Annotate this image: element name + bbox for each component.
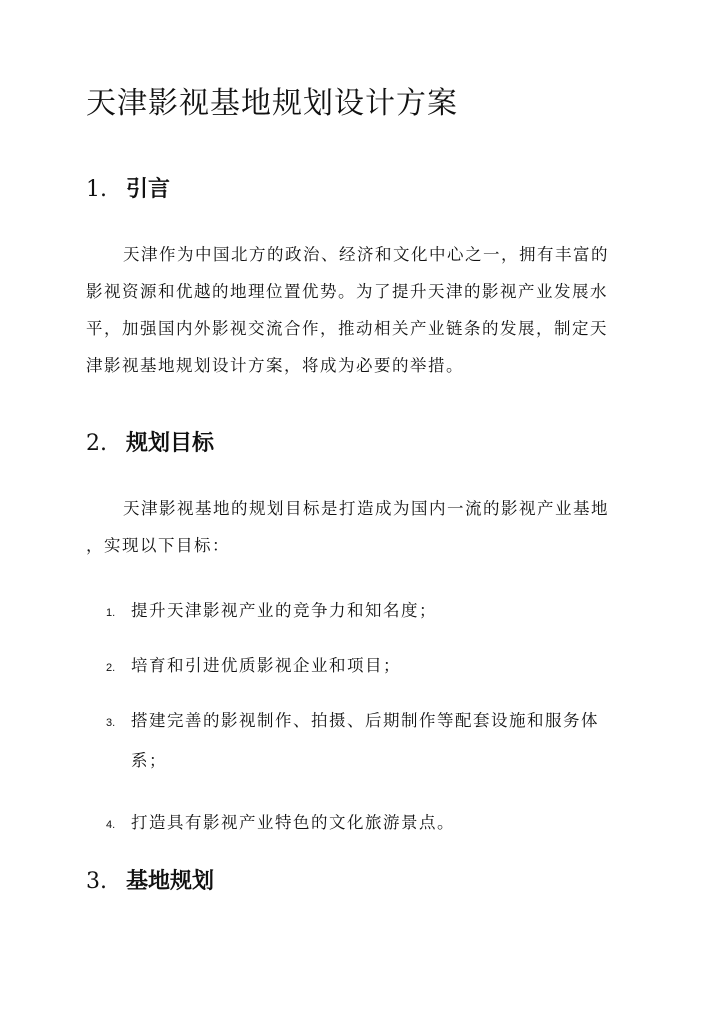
paragraph-line: ，实现以下目标： [86,536,230,555]
intro-paragraph [86,236,634,384]
list-marker: 4. [106,819,116,831]
section-heading-base-planning [86,866,214,897]
section-number: 3. [86,869,107,894]
paragraph-line: 天津作为中国北方的政治、经济和文化中心之一，拥有丰富的 [123,245,609,264]
section-heading-introduction [86,174,170,205]
list-item [106,804,455,844]
list-item-text: 培育和引进优质影视企业和项目； [131,656,401,675]
section-heading-goals [86,428,214,459]
section-title: 引言 [126,176,171,202]
section-number: 1. [86,177,107,202]
paragraph-line: 津影视基地规划设计方案，将成为必要的举措。 [86,356,464,375]
list-item [106,647,401,687]
section-number: 2. [86,431,107,456]
section-title: 基地规划 [126,868,215,894]
list-marker: 2. [106,662,116,674]
goals-paragraph [86,490,634,564]
list-item-continuation: 系； [131,751,167,770]
list-marker: 1. [106,607,116,619]
document-title: 天津影视基地规划设计方案 [86,86,458,121]
section-title: 规划目标 [126,430,215,456]
list-item [106,592,437,632]
list-item-text: 提升天津影视产业的竞争力和知名度； [131,601,437,620]
list-marker: 3. [106,717,116,729]
list-item [106,702,599,779]
paragraph-line: 平，加强国内外影视交流合作，推动相关产业链条的发展，制定天 [86,319,608,338]
paragraph-line: 影视资源和优越的地理位置优势。为了提升天津的影视产业发展水 [86,282,608,301]
paragraph-line: 天津影视基地的规划目标是打造成为国内一流的影视产业基地 [123,499,609,518]
list-item-text: 打造具有影视产业特色的文化旅游景点。 [131,813,455,832]
list-item-text: 搭建完善的影视制作、拍摄、后期制作等配套设施和服务体 [131,711,599,730]
